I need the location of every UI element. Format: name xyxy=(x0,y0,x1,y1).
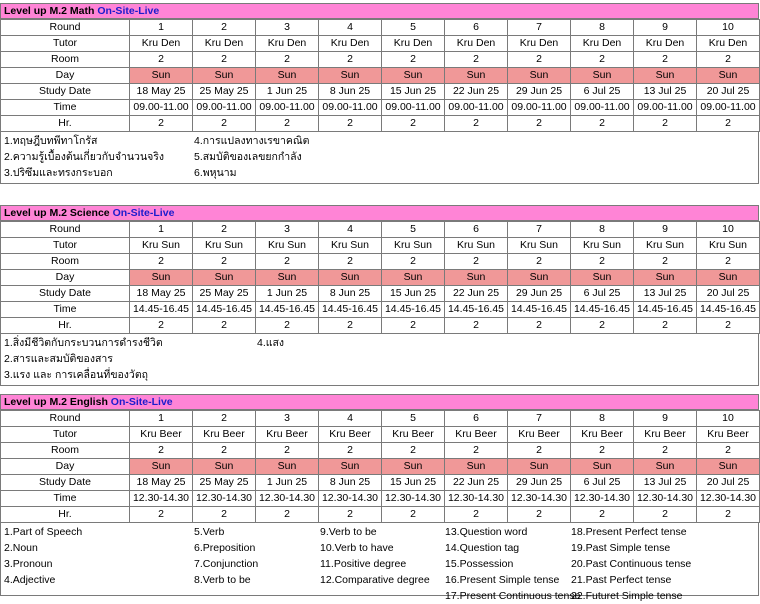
tutor-cell: Kru Sun xyxy=(697,238,760,254)
study-date-cell: 22 Jun 25 xyxy=(445,475,508,491)
room-cell: 2 xyxy=(319,443,382,459)
hours-cell: 2 xyxy=(571,318,634,334)
round-cell: 5 xyxy=(382,20,445,36)
day-cell: Sun xyxy=(508,459,571,475)
row-label: Room xyxy=(1,254,130,270)
room-cell: 2 xyxy=(193,254,256,270)
tutor-cell: Kru Sun xyxy=(382,238,445,254)
time-cell: 12.30-14.30 xyxy=(130,491,193,507)
topics-box xyxy=(0,334,759,386)
time-row xyxy=(1,302,760,318)
row-label: Tutor xyxy=(1,427,130,443)
topic-item: 18.Present Perfect tense xyxy=(571,526,687,538)
hours-cell: 2 xyxy=(256,116,319,132)
row-label: Study Date xyxy=(1,84,130,100)
round-cell: 9 xyxy=(634,20,697,36)
study-date-cell: 13 Jul 25 xyxy=(634,84,697,100)
topic-item: 8.Verb to be xyxy=(194,574,251,586)
room-cell: 2 xyxy=(571,443,634,459)
time-cell: 09.00-11.00 xyxy=(193,100,256,116)
time-cell: 09.00-11.00 xyxy=(697,100,760,116)
day-cell: Sun xyxy=(697,459,760,475)
time-cell: 14.45-16.45 xyxy=(193,302,256,318)
room-cell: 2 xyxy=(319,52,382,68)
study-date-cell: 18 May 25 xyxy=(130,84,193,100)
tutor-cell: Kru Beer xyxy=(382,427,445,443)
hours-cell: 2 xyxy=(508,116,571,132)
hours-cell: 2 xyxy=(634,116,697,132)
time-cell: 09.00-11.00 xyxy=(508,100,571,116)
room-cell: 2 xyxy=(571,52,634,68)
study-date-cell: 29 Jun 25 xyxy=(508,84,571,100)
topic-item: 17.Present Continuous tense xyxy=(445,590,581,602)
schedule-table xyxy=(0,410,760,523)
topic-item: 15.Possession xyxy=(445,558,514,570)
course-mode: On-Site-Live xyxy=(112,207,175,219)
hours-cell: 2 xyxy=(319,507,382,523)
study-date-cell: 1 Jun 25 xyxy=(256,286,319,302)
tutor-cell: Kru Den xyxy=(319,36,382,52)
day-cell: Sun xyxy=(256,459,319,475)
topic-item: 2.Noun xyxy=(4,542,38,554)
tutor-cell: Kru Sun xyxy=(130,238,193,254)
round-cell: 6 xyxy=(445,411,508,427)
course-title: Level up M.2 Science xyxy=(4,207,110,219)
tutor-cell: Kru Sun xyxy=(193,238,256,254)
round-row xyxy=(1,222,760,238)
room-cell: 2 xyxy=(508,52,571,68)
topic-item: 1.สิ่งมีชีวิตกับกระบวนการดำรงชีวิต xyxy=(4,337,163,349)
day-cell: Sun xyxy=(130,459,193,475)
day-cell: Sun xyxy=(634,459,697,475)
day-cell: Sun xyxy=(382,459,445,475)
study-date-cell: 29 Jun 25 xyxy=(508,286,571,302)
topic-item: 20.Past Continuous tense xyxy=(571,558,692,570)
round-cell: 2 xyxy=(193,411,256,427)
hours-cell: 2 xyxy=(634,318,697,334)
course-mode: On-Site-Live xyxy=(110,396,173,408)
room-cell: 2 xyxy=(382,254,445,270)
day-cell: Sun xyxy=(697,270,760,286)
study-date-cell: 29 Jun 25 xyxy=(508,475,571,491)
time-cell: 12.30-14.30 xyxy=(445,491,508,507)
row-label: Hr. xyxy=(1,507,130,523)
hours-cell: 2 xyxy=(508,507,571,523)
topic-item: 21.Past Perfect tense xyxy=(571,574,672,586)
study-date-cell: 22 Jun 25 xyxy=(445,286,508,302)
study-date-cell: 6 Jul 25 xyxy=(571,84,634,100)
course-header xyxy=(0,3,759,19)
study-date-cell: 18 May 25 xyxy=(130,286,193,302)
study-date-cell: 15 Jun 25 xyxy=(382,84,445,100)
hours-cell: 2 xyxy=(445,507,508,523)
hours-cell: 2 xyxy=(193,318,256,334)
topic-item: 19.Past Simple tense xyxy=(571,542,671,554)
time-cell: 09.00-11.00 xyxy=(634,100,697,116)
tutor-cell: Kru Sun xyxy=(508,238,571,254)
time-cell: 12.30-14.30 xyxy=(571,491,634,507)
topic-item: 3.Pronoun xyxy=(4,558,53,570)
day-row xyxy=(1,68,760,84)
round-cell: 5 xyxy=(382,411,445,427)
hours-cell: 2 xyxy=(445,116,508,132)
day-cell: Sun xyxy=(319,68,382,84)
topic-item: 7.Conjunction xyxy=(194,558,259,570)
row-label: Tutor xyxy=(1,238,130,254)
time-cell: 14.45-16.45 xyxy=(319,302,382,318)
time-cell: 12.30-14.30 xyxy=(634,491,697,507)
topic-item: 9.Verb to be xyxy=(320,526,377,538)
topic-item: 6.พหุนาม xyxy=(194,167,237,179)
time-cell: 14.45-16.45 xyxy=(445,302,508,318)
hours-cell: 2 xyxy=(319,318,382,334)
room-cell: 2 xyxy=(571,254,634,270)
room-cell: 2 xyxy=(256,443,319,459)
time-cell: 09.00-11.00 xyxy=(382,100,445,116)
round-cell: 2 xyxy=(193,222,256,238)
time-cell: 09.00-11.00 xyxy=(445,100,508,116)
hours-cell: 2 xyxy=(571,116,634,132)
day-cell: Sun xyxy=(571,459,634,475)
room-cell: 2 xyxy=(508,254,571,270)
study-date-row xyxy=(1,84,760,100)
hours-cell: 2 xyxy=(130,507,193,523)
topic-item: 2.สารและสมบัติของสาร xyxy=(4,353,113,365)
row-label: Day xyxy=(1,459,130,475)
topic-item: 5.สมบัติของเลขยกกำลัง xyxy=(194,151,302,163)
tutor-cell: Kru Sun xyxy=(634,238,697,254)
study-date-cell: 25 May 25 xyxy=(193,286,256,302)
time-cell: 14.45-16.45 xyxy=(634,302,697,318)
room-cell: 2 xyxy=(634,52,697,68)
topic-item: 16.Present Simple tense xyxy=(445,574,560,586)
row-label: Time xyxy=(1,100,130,116)
study-date-row xyxy=(1,475,760,491)
tutor-cell: Kru Den xyxy=(256,36,319,52)
topic-item: 3.แรง และ การเคลื่อนที่ของวัตถุ xyxy=(4,369,148,381)
topic-item: 1.Part of Speech xyxy=(4,526,83,538)
study-date-cell: 1 Jun 25 xyxy=(256,84,319,100)
room-cell: 2 xyxy=(130,254,193,270)
day-cell: Sun xyxy=(445,270,508,286)
row-label: Time xyxy=(1,302,130,318)
room-cell: 2 xyxy=(697,52,760,68)
round-row xyxy=(1,20,760,36)
round-cell: 8 xyxy=(571,20,634,36)
time-row xyxy=(1,100,760,116)
round-cell: 10 xyxy=(697,411,760,427)
study-date-cell: 13 Jul 25 xyxy=(634,475,697,491)
hours-row xyxy=(1,116,760,132)
topic-item: 2.ความรู้เบื้องต้นเกี่ยวกับจำนวนจริง xyxy=(4,151,165,163)
hours-cell: 2 xyxy=(130,116,193,132)
study-date-cell: 15 Jun 25 xyxy=(382,286,445,302)
study-date-cell: 20 Jul 25 xyxy=(697,84,760,100)
day-cell: Sun xyxy=(508,270,571,286)
day-row xyxy=(1,459,760,475)
topic-item: 11.Positive degree xyxy=(320,558,407,570)
room-cell: 2 xyxy=(193,443,256,459)
hours-cell: 2 xyxy=(382,116,445,132)
day-cell: Sun xyxy=(508,68,571,84)
topic-item: 3.ปริซึมและทรงกระบอก xyxy=(4,167,113,179)
tutor-cell: Kru Beer xyxy=(697,427,760,443)
study-date-row xyxy=(1,286,760,302)
hours-cell: 2 xyxy=(193,507,256,523)
day-cell: Sun xyxy=(634,68,697,84)
room-cell: 2 xyxy=(130,443,193,459)
course-title: Level up M.2 English xyxy=(4,396,108,408)
tutor-cell: Kru Sun xyxy=(571,238,634,254)
row-label: Time xyxy=(1,491,130,507)
study-date-cell: 18 May 25 xyxy=(130,475,193,491)
round-cell: 3 xyxy=(256,411,319,427)
room-cell: 2 xyxy=(634,254,697,270)
round-cell: 1 xyxy=(130,222,193,238)
day-cell: Sun xyxy=(256,68,319,84)
hours-cell: 2 xyxy=(319,116,382,132)
study-date-cell: 6 Jul 25 xyxy=(571,286,634,302)
room-cell: 2 xyxy=(319,254,382,270)
time-cell: 12.30-14.30 xyxy=(193,491,256,507)
round-cell: 10 xyxy=(697,20,760,36)
study-date-cell: 13 Jul 25 xyxy=(634,286,697,302)
study-date-cell: 22 Jun 25 xyxy=(445,84,508,100)
day-cell: Sun xyxy=(193,68,256,84)
round-cell: 8 xyxy=(571,411,634,427)
room-cell: 2 xyxy=(130,52,193,68)
day-cell: Sun xyxy=(193,459,256,475)
hours-cell: 2 xyxy=(508,318,571,334)
room-cell: 2 xyxy=(382,443,445,459)
study-date-cell: 8 Jun 25 xyxy=(319,475,382,491)
topic-item: 13.Question word xyxy=(445,526,528,538)
time-row xyxy=(1,491,760,507)
day-cell: Sun xyxy=(130,68,193,84)
course-title: Level up M.2 Math xyxy=(4,5,95,17)
round-cell: 3 xyxy=(256,20,319,36)
day-cell: Sun xyxy=(319,270,382,286)
day-cell: Sun xyxy=(634,270,697,286)
day-cell: Sun xyxy=(445,68,508,84)
tutor-cell: Kru Den xyxy=(130,36,193,52)
time-cell: 14.45-16.45 xyxy=(508,302,571,318)
day-cell: Sun xyxy=(571,270,634,286)
course-header xyxy=(0,205,759,221)
hours-cell: 2 xyxy=(697,116,760,132)
topic-item: 1.ทฤษฎีบทพีทาโกรัส xyxy=(4,135,98,147)
room-cell: 2 xyxy=(445,443,508,459)
room-cell: 2 xyxy=(193,52,256,68)
hours-cell: 2 xyxy=(130,318,193,334)
room-cell: 2 xyxy=(697,254,760,270)
round-cell: 8 xyxy=(571,222,634,238)
study-date-cell: 8 Jun 25 xyxy=(319,286,382,302)
room-cell: 2 xyxy=(445,52,508,68)
room-row xyxy=(1,443,760,459)
day-cell: Sun xyxy=(319,459,382,475)
study-date-cell: 8 Jun 25 xyxy=(319,84,382,100)
row-label: Hr. xyxy=(1,116,130,132)
hours-cell: 2 xyxy=(445,318,508,334)
row-label: Tutor xyxy=(1,36,130,52)
tutor-row xyxy=(1,427,760,443)
row-label: Room xyxy=(1,443,130,459)
room-cell: 2 xyxy=(256,254,319,270)
tutor-cell: Kru Beer xyxy=(571,427,634,443)
tutor-cell: Kru Den xyxy=(697,36,760,52)
hours-cell: 2 xyxy=(697,507,760,523)
time-cell: 14.45-16.45 xyxy=(571,302,634,318)
day-row xyxy=(1,270,760,286)
topic-item: 6.Preposition xyxy=(194,542,256,554)
tutor-cell: Kru Den xyxy=(571,36,634,52)
round-cell: 9 xyxy=(634,222,697,238)
room-row xyxy=(1,52,760,68)
round-cell: 4 xyxy=(319,20,382,36)
tutor-cell: Kru Beer xyxy=(445,427,508,443)
round-cell: 10 xyxy=(697,222,760,238)
time-cell: 12.30-14.30 xyxy=(508,491,571,507)
round-cell: 9 xyxy=(634,411,697,427)
schedule-table xyxy=(0,19,760,132)
room-cell: 2 xyxy=(508,443,571,459)
room-cell: 2 xyxy=(445,254,508,270)
tutor-row xyxy=(1,238,760,254)
study-date-cell: 20 Jul 25 xyxy=(697,286,760,302)
row-label: Day xyxy=(1,68,130,84)
study-date-cell: 1 Jun 25 xyxy=(256,475,319,491)
tutor-cell: Kru Den xyxy=(382,36,445,52)
topic-item: 12.Comparative degree xyxy=(320,574,430,586)
day-cell: Sun xyxy=(382,68,445,84)
round-row xyxy=(1,411,760,427)
hours-cell: 2 xyxy=(382,318,445,334)
tutor-cell: Kru Beer xyxy=(319,427,382,443)
time-cell: 14.45-16.45 xyxy=(130,302,193,318)
study-date-cell: 25 May 25 xyxy=(193,84,256,100)
topic-item: 5.Verb xyxy=(194,526,225,538)
time-cell: 09.00-11.00 xyxy=(130,100,193,116)
round-cell: 4 xyxy=(319,411,382,427)
hours-cell: 2 xyxy=(193,116,256,132)
hours-row xyxy=(1,507,760,523)
tutor-cell: Kru Sun xyxy=(256,238,319,254)
row-label: Study Date xyxy=(1,475,130,491)
topic-item: 14.Question tag xyxy=(445,542,520,554)
room-cell: 2 xyxy=(382,52,445,68)
row-label: Round xyxy=(1,222,130,238)
tutor-cell: Kru Den xyxy=(508,36,571,52)
round-cell: 1 xyxy=(130,411,193,427)
tutor-cell: Kru Beer xyxy=(508,427,571,443)
schedule-table xyxy=(0,221,760,334)
day-cell: Sun xyxy=(130,270,193,286)
hours-cell: 2 xyxy=(256,507,319,523)
time-cell: 09.00-11.00 xyxy=(319,100,382,116)
tutor-cell: Kru Den xyxy=(445,36,508,52)
day-cell: Sun xyxy=(697,68,760,84)
topic-item: 10.Verb to have xyxy=(320,542,394,554)
hours-row xyxy=(1,318,760,334)
study-date-cell: 25 May 25 xyxy=(193,475,256,491)
row-label: Round xyxy=(1,411,130,427)
hours-cell: 2 xyxy=(256,318,319,334)
tutor-cell: Kru Beer xyxy=(130,427,193,443)
room-cell: 2 xyxy=(697,443,760,459)
round-cell: 1 xyxy=(130,20,193,36)
room-cell: 2 xyxy=(256,52,319,68)
round-cell: 7 xyxy=(508,20,571,36)
time-cell: 09.00-11.00 xyxy=(256,100,319,116)
round-cell: 6 xyxy=(445,20,508,36)
row-label: Round xyxy=(1,20,130,36)
time-cell: 12.30-14.30 xyxy=(256,491,319,507)
course-mode: On-Site-Live xyxy=(97,5,160,17)
day-cell: Sun xyxy=(193,270,256,286)
room-cell: 2 xyxy=(634,443,697,459)
tutor-row xyxy=(1,36,760,52)
round-cell: 5 xyxy=(382,222,445,238)
time-cell: 14.45-16.45 xyxy=(697,302,760,318)
topic-item: 4.การแปลงทางเรขาคณิต xyxy=(194,135,310,147)
round-cell: 7 xyxy=(508,411,571,427)
study-date-cell: 6 Jul 25 xyxy=(571,475,634,491)
study-date-cell: 20 Jul 25 xyxy=(697,475,760,491)
course-header xyxy=(0,394,759,410)
time-cell: 09.00-11.00 xyxy=(571,100,634,116)
time-cell: 12.30-14.30 xyxy=(697,491,760,507)
hours-cell: 2 xyxy=(634,507,697,523)
topic-item: 4.Adjective xyxy=(4,574,56,586)
hours-cell: 2 xyxy=(571,507,634,523)
day-cell: Sun xyxy=(445,459,508,475)
time-cell: 14.45-16.45 xyxy=(382,302,445,318)
time-cell: 12.30-14.30 xyxy=(382,491,445,507)
tutor-cell: Kru Sun xyxy=(445,238,508,254)
row-label: Study Date xyxy=(1,286,130,302)
round-cell: 2 xyxy=(193,20,256,36)
day-cell: Sun xyxy=(571,68,634,84)
tutor-cell: Kru Beer xyxy=(193,427,256,443)
tutor-cell: Kru Beer xyxy=(256,427,319,443)
hours-cell: 2 xyxy=(382,507,445,523)
round-cell: 7 xyxy=(508,222,571,238)
room-row xyxy=(1,254,760,270)
tutor-cell: Kru Sun xyxy=(319,238,382,254)
topics-box xyxy=(0,132,759,184)
round-cell: 4 xyxy=(319,222,382,238)
time-cell: 12.30-14.30 xyxy=(319,491,382,507)
topic-item: 4.แสง xyxy=(257,337,285,349)
tutor-cell: Kru Beer xyxy=(634,427,697,443)
time-cell: 14.45-16.45 xyxy=(256,302,319,318)
day-cell: Sun xyxy=(256,270,319,286)
row-label: Room xyxy=(1,52,130,68)
tutor-cell: Kru Den xyxy=(193,36,256,52)
row-label: Day xyxy=(1,270,130,286)
day-cell: Sun xyxy=(382,270,445,286)
row-label: Hr. xyxy=(1,318,130,334)
study-date-cell: 15 Jun 25 xyxy=(382,475,445,491)
round-cell: 6 xyxy=(445,222,508,238)
tutor-cell: Kru Den xyxy=(634,36,697,52)
topic-item: 22.Futuret Simple tense xyxy=(571,590,683,602)
round-cell: 3 xyxy=(256,222,319,238)
topics-box xyxy=(0,523,759,602)
hours-cell: 2 xyxy=(697,318,760,334)
